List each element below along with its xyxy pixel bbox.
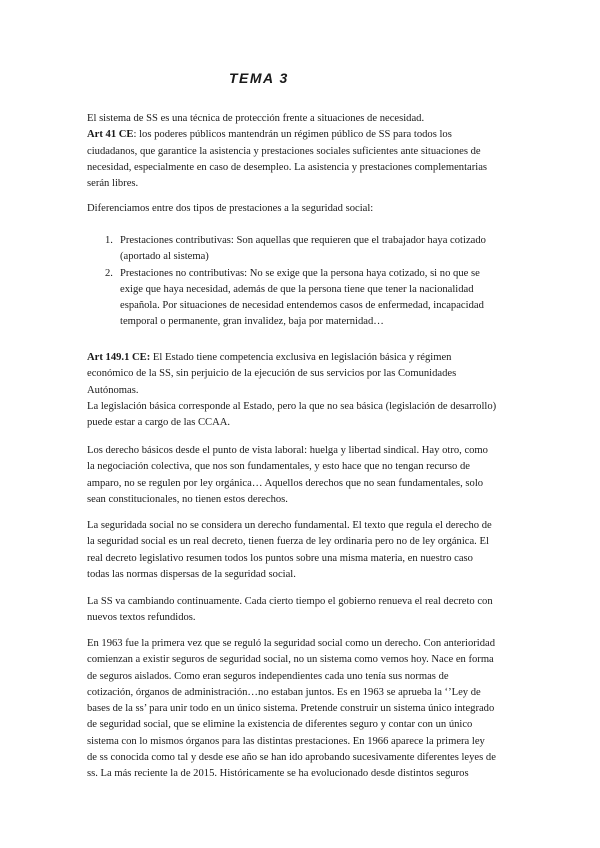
art41-text: : los poderes públicos mantendrán un régimen público de SS para todos los	[133, 129, 452, 141]
list-item-line: Prestaciones no contributivas: No se exige que la persona haya cotizado, si no que se	[120, 267, 480, 279]
seguridad-paragraph	[87, 518, 517, 583]
art149-line: Autónomas.	[87, 384, 139, 396]
art149-line: puede estar a cargo de las CCAA.	[87, 417, 231, 429]
art149-line	[87, 350, 517, 366]
paragraph-line: comienzan a existir seguros de seguridad social, no un sistema como vemos hoy. Nace en forma	[87, 654, 494, 666]
list-item	[105, 233, 525, 266]
paragraph-line: En 1963 fue la primera vez que se reguló la seguridad social como un derecho. Con anterioridad	[87, 638, 496, 649]
list-item-line: temporal o permanente, gran invalidez, baja por maternidad…	[120, 316, 384, 328]
list-item-line: Prestaciones contributivas: Son aquellas que requieren que el trabajador haya cotizado	[120, 235, 486, 246]
art41-line: ciudadanos, que garantice la asistencia y prestaciones sociales suficientes ante situaciones de	[87, 145, 481, 157]
list-item-line: exige que haya necesidad, además de que la persona tiene que tener la nacionalidad	[120, 283, 474, 295]
art149-line: La legislación básica corresponde al Estado, pero la que no sea básica (legislación de desarrollo)	[87, 400, 497, 412]
art41-line	[87, 127, 517, 143]
art149-text: El Estado tiene competencia exclusiva en legislación básica y régimen	[150, 352, 452, 363]
paragraph-line: la seguridad social es un real decreto, tienen fuerza de ley ordinaria pero no de ley orgánica. El	[87, 536, 489, 548]
list-number: 2.	[105, 267, 113, 279]
paragraph-line: sistema con lo mismos órganos para las distintas prestaciones. En 1966 aparece la primera ley	[87, 735, 485, 747]
paragraph-line: nuevos textos refundidos.	[87, 612, 196, 624]
paragraph-line: de ss conocida como tal y desde ese año se han ido aprobando sucesivamente diferentes leyes de	[87, 752, 496, 764]
list-item	[105, 266, 525, 331]
art41-line: necesidad, especialmente en caso de desempleo. La asistencia y prestaciones complementarias	[87, 161, 488, 173]
intro-line: El sistema de SS es una técnica de protección frente a situaciones de necesidad.	[87, 113, 425, 124]
cambiando-paragraph	[87, 594, 517, 627]
paragraph-line: bases de la ss’ para unir todo en un único sistema. Pretende construir un sistema único integrado	[87, 703, 495, 715]
paragraph-line: todas las normas dispersas de la seguridad social.	[87, 568, 296, 580]
types-intro-line: Diferenciamos entre dos tipos de prestaciones a la seguridad social:	[87, 203, 374, 214]
prestaciones-list	[105, 233, 525, 331]
paragraph-line: La SS va cambiando continuamente. Cada cierto tiempo el gobierno renueva el real decreto con	[87, 596, 493, 607]
paragraph-line: Los derecho básicos desde el punto de vista laboral: huelga y libertad sindical. Hay otro, como	[87, 445, 488, 456]
paragraph-line: de seguridad social, que se elimine la existencia de diferentes seguro y contar con un único	[87, 719, 473, 731]
historia-paragraph	[87, 636, 517, 783]
derechos-paragraph	[87, 443, 517, 508]
art149-ref: Art 149.1 CE:	[87, 352, 151, 363]
paragraph-line: sean constitucionales, no tienen estos derechos.	[87, 493, 288, 505]
paragraph-line: La seguridada social no se considera un derecho fundamental. El texto que regula el derecho de	[87, 520, 492, 531]
page-title: TEMA 3	[229, 70, 289, 86]
paragraph-line: ss. La más reciente la de 2015. Históricamente se ha evolucionado desde distintos seguros	[87, 768, 469, 780]
paragraph-line: cotización, órganos de administración…no estaban juntos. Es en 1963 se aprueba la ‘’Ley de	[87, 686, 481, 698]
paragraph-line: real decreto legislativo resumen todos los puntos sobre una misma materia, en nuestro caso	[87, 552, 473, 564]
art41-line: serán libres.	[87, 178, 139, 190]
paragraph-line: amparo, no se regulen por ley orgánica… Aquellos derechos que no sean fundamentales, solo	[87, 477, 484, 489]
art149-section	[87, 350, 517, 431]
art41-ref: Art 41 CE	[87, 129, 134, 141]
list-number: 1.	[105, 235, 113, 246]
intro-section	[87, 111, 517, 192]
list-item-line: (aportado al sistema)	[120, 251, 209, 263]
list-item-line: española. Por situaciones de necesidad entendemos casos de enfermedad, incapacidad	[120, 300, 484, 312]
paragraph-line: la negociación colectiva, que nos son fundamentales, y esto hace que no tengan recurso de	[87, 461, 470, 473]
paragraph-line: de seguros aislados. Como eran seguros independientes cada uno tenía sus normas de	[87, 670, 449, 682]
art149-line: económico de la SS, sin perjuicio de la ejecución de sus servicios por las Comunidades	[87, 368, 457, 380]
types-intro	[87, 201, 517, 217]
